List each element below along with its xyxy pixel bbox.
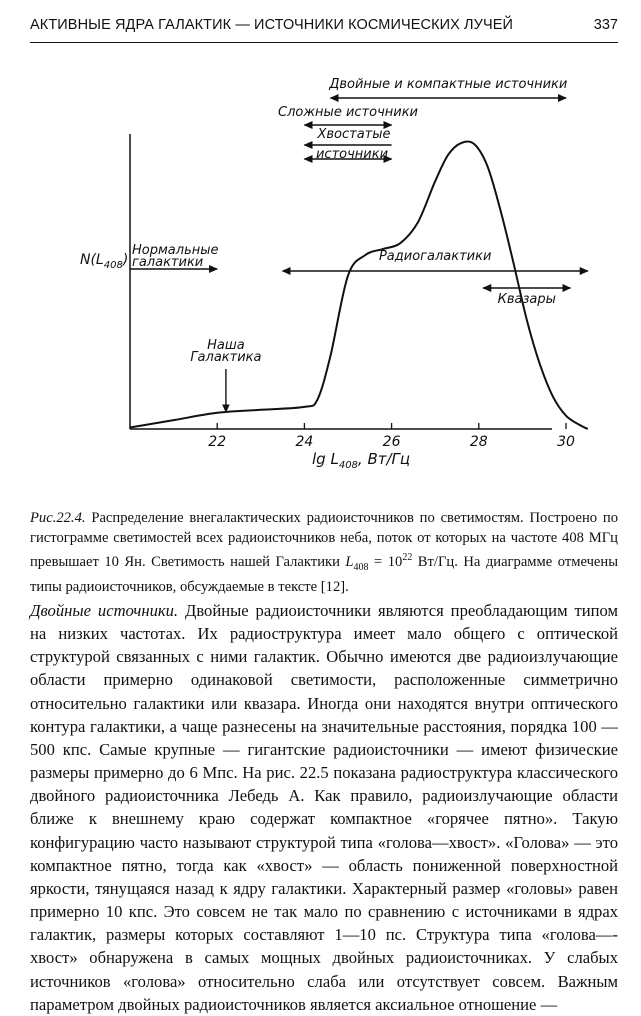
running-title: АКТИВНЫЕ ЯДРА ГАЛАКТИК — ИСТОЧНИКИ КОСМИЧЕСКИХ ЛУЧЕЙ bbox=[30, 17, 514, 33]
caption-exponent: 22 bbox=[402, 552, 413, 564]
x-axis-ticks bbox=[208, 423, 575, 450]
caption-text-after: Вт/Гц. На диаграмме отмечены типы радиоисточников, обсуждаемые в тексте [12]. bbox=[30, 554, 619, 595]
caption-symbol: L bbox=[345, 554, 354, 571]
annotation-label: Нормальные bbox=[132, 243, 219, 258]
annotation-label: Галактика bbox=[190, 350, 262, 365]
paragraph-title: Двойные источники. bbox=[30, 601, 179, 620]
caption-text-mid: = 10 bbox=[368, 554, 403, 571]
annotation-label: Двойные и компактные источники bbox=[329, 77, 568, 92]
x-tick-label: 24 bbox=[295, 434, 314, 450]
annotation-label: галактики bbox=[132, 255, 204, 270]
annotation-label: Радиогалактики bbox=[378, 249, 492, 264]
page-number: 337 bbox=[593, 17, 618, 33]
annotation-label: Наша bbox=[207, 338, 245, 353]
annotation-label: источники bbox=[315, 147, 389, 162]
paragraph-text: Двойные радиоисточники являются преобладающим типом на низких частотах. Их радиоструктура имеет мало общего с оптической структурой связанных с ними галактик. Обычно имеются две радиоизлучающие области примерно одинаковой светимости, расположенные симметрично относительно галактики или квазара. Иногда они находятся внутри оптического контура галактики, а чаще разнесены на значительные расстояния, порядка 100 — 500 кпс. Самые крупные — гигантские радиоисточники — имеют физические размеры примерно до 6 Мпс. На рис. 22.5 показана радиоструктура классического двойного радиоисточника Лебедь А. Как правило, радиоизлучающие области ближе к внешнему краю содержат компактное «горячее пятно». Такую конфигурацию часто называют структурой типа «голова—хвост». «Голова» — это компактное пятно, тогда как «хвост» — область пониженной поверхностной яркости, тянущаяся назад к ядру галактики. Характерный размер «головы» равен примерно 10 кпс. Это совсем не так мало по сравнению с источниками в ядрах галактик, размеры которых составляют 1—10 пс. Структура типа «голова—-хвост» обнаружена в самых мощных двойных радиоисточниках. У слабых источников «голова» относительно слаба или отсутствует совсем. Важным параметром двойных радиоисточников является аксиальное отношение — bbox=[30, 601, 618, 1014]
caption-symbol-sub: 408 bbox=[353, 561, 369, 573]
caption-text-before: Распределение внегалактических радиоисточников по светимостям. Построено по гистограмме светимостей всех радиоисточников неба, поток от которых на частоте 408 МГц превышает 10 Ян. Светимость нашей Галактики bbox=[30, 510, 618, 571]
page-header bbox=[30, 16, 618, 43]
figure-caption bbox=[30, 509, 618, 597]
x-tick-label: 22 bbox=[208, 434, 227, 450]
curve-layer bbox=[130, 141, 588, 429]
chart-axes bbox=[130, 134, 552, 429]
distribution-curve bbox=[130, 141, 588, 429]
x-tick-label: 30 bbox=[557, 434, 575, 450]
y-axis-label: $N(L_{408})$ bbox=[80, 252, 129, 271]
annotation-label: Хвостатые bbox=[317, 127, 391, 142]
luminosity-distribution-chart bbox=[0, 50, 641, 490]
body-paragraph bbox=[30, 599, 618, 1016]
x-tick-label: 28 bbox=[469, 434, 488, 450]
annotation-label: Квазары bbox=[497, 292, 556, 307]
x-tick-label: 26 bbox=[382, 434, 401, 450]
x-axis-label: $\lg L_{408}$, Вт/Гц bbox=[312, 450, 411, 471]
annotation-layer bbox=[130, 77, 588, 412]
annotation-label: Сложные источники bbox=[278, 105, 418, 120]
caption-number: Рис.22.4. bbox=[30, 510, 86, 526]
